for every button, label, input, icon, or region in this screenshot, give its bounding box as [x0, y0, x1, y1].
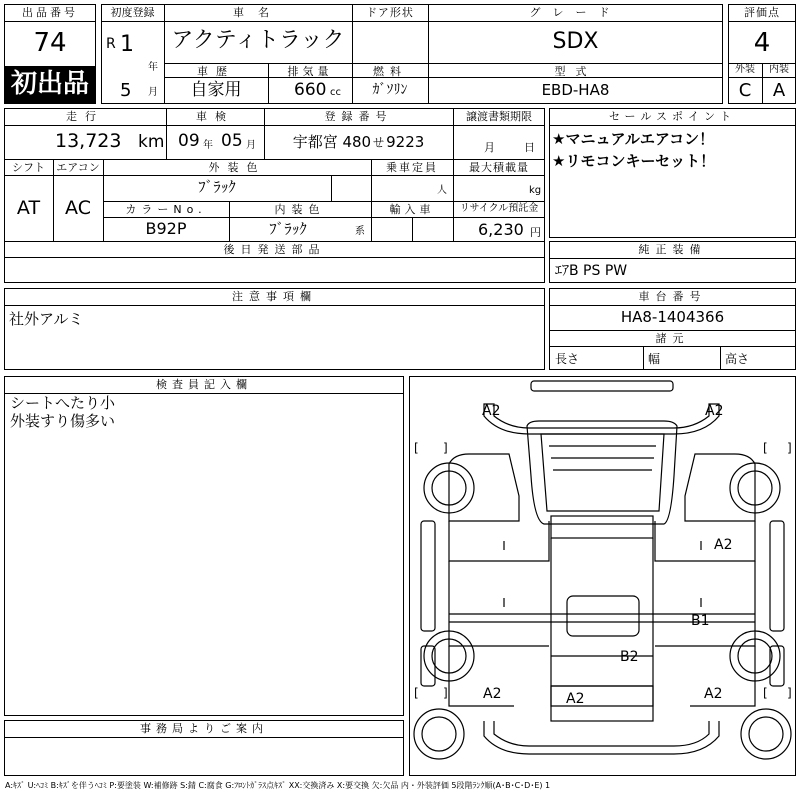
registration-header: 登録番号: [324, 110, 393, 123]
diagram-bracket: ]: [787, 686, 792, 700]
exterior-color-header: 外装色: [208, 161, 266, 174]
overall-score: 4: [753, 28, 771, 58]
legend: A:ｷｽﾞ U:ﾍｺﾐ B:ｷｽﾞを伴うﾍｺﾐ P:要塗装 W:補修跡 S:錆 C:腐食 G:ﾌﾛﾝﾄｶﾞﾗｽ点ｷｽﾞ XX:交換済み X:要交換 欠:欠品 内・外装評価 5段階ﾗﾝｸ順(A･B･C･D･E) 1: [5, 781, 551, 790]
diagram-bracket: [: [414, 441, 419, 455]
interior-color: ﾌﾞﾗｯｸ: [269, 220, 307, 238]
specs-header: 諸元: [655, 332, 690, 345]
diagram-bracket: ]: [443, 686, 448, 700]
exterior-color: ﾌﾞﾗｯｸ: [198, 178, 236, 196]
max-load-header: 最大積載量: [469, 161, 529, 174]
inspection-header: 車検: [196, 110, 234, 123]
transfer-month: 月: [484, 141, 495, 154]
shift: AT: [16, 197, 41, 219]
model-header: 型式: [554, 65, 597, 78]
sales-point-item: ★マニュアルエアコン！: [552, 130, 715, 148]
genuine-equipment-header: 純正装備: [638, 243, 707, 256]
damage-mark: A2: [566, 691, 585, 707]
interior-color-header: 内装色: [274, 203, 326, 216]
first-registration-era: R: [106, 36, 116, 52]
spec-height-label: 高さ: [725, 352, 750, 366]
history-header: 車歴: [197, 65, 235, 78]
office-notice-header: 事務局よりご案内: [140, 722, 268, 735]
sales-points-header: セールスポイント: [608, 110, 736, 123]
notes-header: 注意事項欄: [232, 290, 317, 303]
sales-points-box: [549, 108, 796, 238]
chassis-number: HA8-1404366: [620, 308, 725, 326]
diagram-bracket: ]: [443, 441, 448, 455]
exterior-score-header: 外装: [735, 64, 755, 75]
mileage-header: 走行: [66, 110, 104, 123]
grade: SDX: [552, 29, 599, 54]
mileage: 13,723: [55, 130, 122, 152]
import-header: 輸入車: [389, 203, 435, 216]
notes: 社外アルミ: [9, 310, 84, 328]
damage-mark: A2: [482, 403, 501, 419]
damage-mark: A2: [714, 537, 733, 553]
inspection-year-unit: 年: [203, 140, 213, 151]
color-no: B92P: [145, 219, 187, 238]
lot-number-header: 出品番号: [22, 6, 78, 19]
fuel-header: 燃料: [373, 65, 407, 78]
chassis-header: 車台番号: [638, 290, 707, 303]
registration-number: 宇都宮 480ㄝ9223: [292, 133, 425, 151]
diagram-bracket: [: [763, 686, 768, 700]
damage-mark: B1: [691, 613, 710, 629]
interior-score: A: [772, 80, 786, 101]
inspection-year: 09: [178, 131, 200, 151]
inspection-month: 05: [221, 131, 243, 151]
vehicle-outline-diagram: [409, 376, 796, 776]
door-type-header: ドア形状: [366, 6, 414, 19]
recycle-fee-unit: 円: [530, 226, 541, 239]
inspector-note-line: 外装すり傷多い: [10, 412, 116, 430]
first-registration-year: 1: [120, 32, 134, 57]
inspection-month-unit: 月: [246, 140, 256, 151]
capacity-header: 乗車定員: [386, 161, 438, 174]
car-name: アクティトラック: [171, 28, 345, 53]
displacement-unit: cc: [330, 87, 341, 98]
diagram-bracket: ]: [787, 441, 792, 455]
first-registration-header: 初度登録: [110, 6, 155, 19]
spec-width-label: 幅: [648, 352, 661, 366]
car-name-header: 車名: [233, 6, 283, 19]
first-registration-month-unit: 月: [148, 87, 158, 98]
inspector-notes-header: 検査員記入欄: [156, 378, 252, 391]
first-registration-month: 5: [120, 80, 132, 101]
damage-mark: B2: [620, 649, 639, 665]
interior-score-header: 内装: [769, 64, 789, 75]
recycle-fee: 6,230: [478, 220, 524, 239]
displacement-header: 排気量: [287, 65, 333, 78]
damage-mark: A2: [704, 686, 723, 702]
recycle-header: リサイクル預託金: [459, 203, 539, 214]
diagram-bracket: [: [763, 441, 768, 455]
spec-length-label: 長さ: [555, 352, 580, 366]
inspector-note-line: シートへたり小: [10, 394, 116, 412]
capacity-unit: 人: [437, 185, 447, 196]
vehicle-history: 自家用: [190, 80, 242, 100]
shift-header: シフト: [12, 161, 45, 174]
later-parts-header: 後日発送部品: [223, 243, 326, 256]
model-code: EBD-HA8: [541, 81, 610, 99]
aircon-header: エアコン: [56, 161, 100, 174]
transfer-deadline-header: 譲渡書類期限: [466, 110, 532, 123]
damage-mark: A2: [483, 686, 502, 702]
sales-point-item: ★リモコンキーセット！: [552, 152, 716, 170]
first-registration-year-unit: 年: [148, 62, 158, 73]
lot-number: 74: [33, 28, 67, 58]
interior-color-suffix: 系: [355, 226, 365, 237]
fuel: ｶﾞｿﾘﾝ: [372, 82, 408, 98]
first-listing-badge: 初出品: [5, 66, 95, 103]
max-load-unit: kg: [529, 185, 542, 196]
aircon: AC: [65, 197, 91, 219]
transfer-day: 日: [524, 141, 535, 154]
diagram-bracket: [: [414, 686, 419, 700]
damage-mark: A2: [705, 403, 724, 419]
mileage-unit: km: [138, 132, 165, 152]
genuine-equipment: ｴｱB PS PW: [555, 263, 628, 279]
grade-header: グレード: [529, 6, 622, 19]
score-header: 評価点: [744, 6, 780, 19]
displacement: 660: [294, 80, 327, 100]
color-no-header: カラーNo.: [125, 203, 207, 216]
exterior-score: C: [738, 80, 752, 101]
